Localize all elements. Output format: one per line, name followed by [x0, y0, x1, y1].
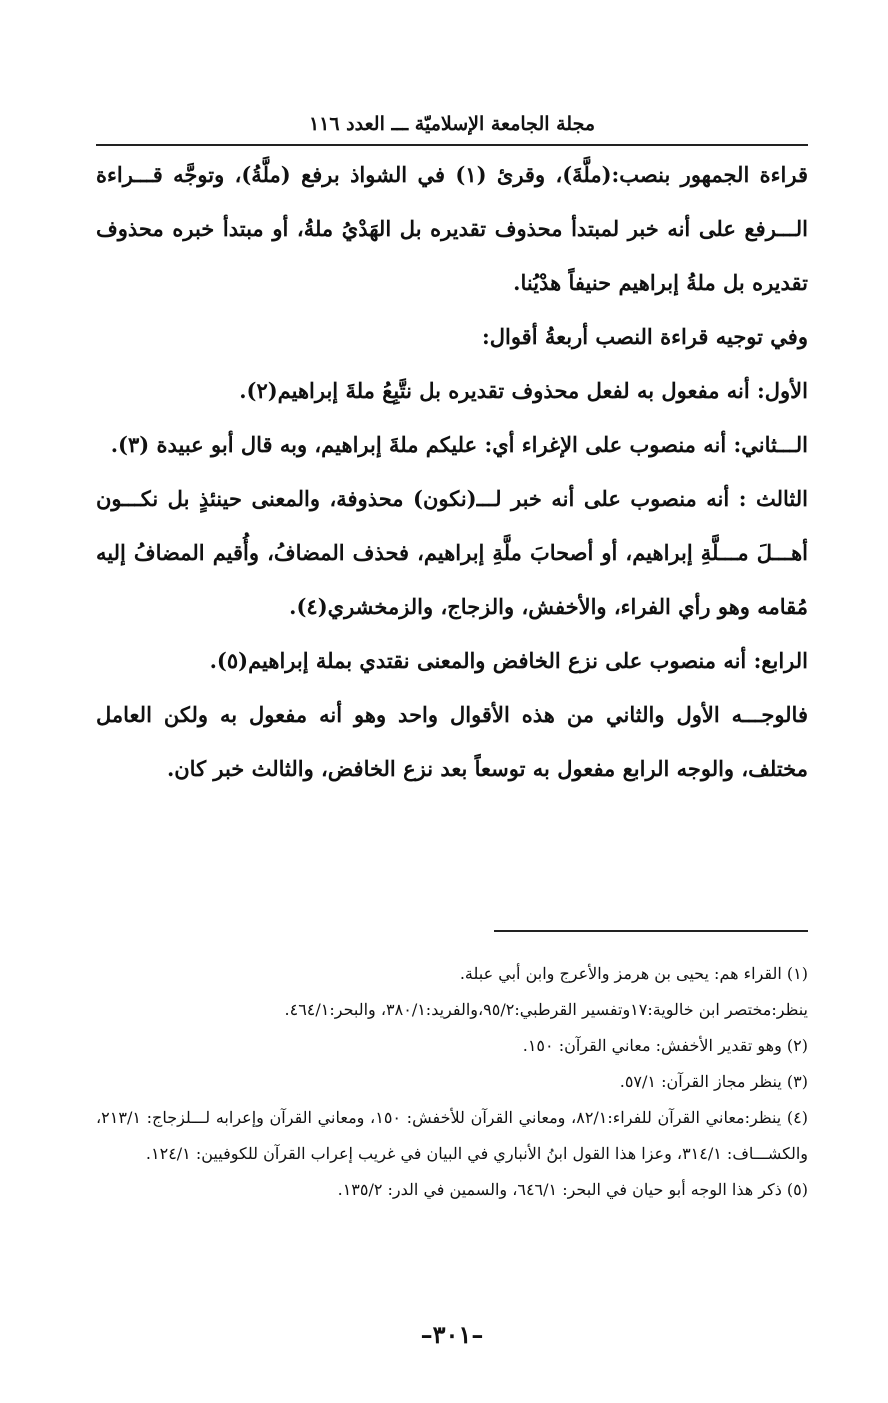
- paragraph: الرابع: أنه منصوب على نزع الخافض والمعنى نقتدي بملة إبراهيم(٥).: [209, 648, 808, 673]
- paragraph: فالوجـــه الأول والثاني من هذه الأقوال واحد وهو أنه مفعول به ولكن العامل مختلف، والوجه الرابع مفعول به توسعاً بعد نزع الخافض، والثالث خبر كان.: [96, 702, 808, 781]
- paragraph: الأول: أنه مفعول به لفعل محذوف تقديره بل نتَّبِعُ ملةَ إبراهيم(٢).: [239, 378, 808, 403]
- footnote: ينظر:مختصر ابن خالوية:١٧وتفسير القرطبي:٩٥/٢،والفريد:٣٨٠/١، والبحر:٤٦٤/١.: [284, 1000, 808, 1019]
- running-header: مجلة الجامعة الإسلاميّة ـــ العدد ١١٦: [308, 113, 596, 135]
- paragraph: وفي توجيه قراءة النصب أربعةُ أقوال:: [481, 324, 808, 349]
- footnote: (٣) ينظر مجاز القرآن: ٥٧/١.: [619, 1072, 808, 1091]
- page-number: –٣٠١–: [420, 1320, 484, 1349]
- paragraph: الـــثاني: أنه منصوب على الإغراء أي: عليكم ملةَ إبراهيم، وبه قال أبو عبيدة (٣).: [110, 432, 808, 457]
- main-text: [96, 148, 808, 796]
- paragraph: الثالث : أنه منصوب على أنه خبر لـــ(نكون) محذوفة، والمعنى حينئذٍ بل نكـــون أهـــلَ مـــلَّةِ إبراهيم، أو أصحابَ ملَّةِ إبراهيم، فحذف المضافُ، وأُقيم المضافُ إليه مُقامه وهو رأي الفراء، والأخفش، والزجاج، والزمخشري(٤).: [96, 486, 808, 619]
- header-rule: [96, 144, 808, 146]
- footnote: (٢) وهو تقدير الأخفش: معاني القرآن: ١٥٠.: [522, 1036, 808, 1055]
- footnotes: [96, 956, 808, 1208]
- footnote: (١) القراء هم: يحيى بن هرمز والأعرج وابن أبي عبلة.: [459, 964, 808, 983]
- footnote: (٤) ينظر:معاني القرآن للفراء:٨٢/١، ومعاني القرآن للأخفش: ١٥٠، ومعاني القرآن وإعرابه لـــلزجاج: ٢١٣/١، والكشـــاف: ٣١٤/١، وعزا هذا القول ابنُ الأنباري في البيان في غريب إعراب القرآن للكوفيين: ١٢٤/١.: [96, 1108, 808, 1163]
- footnote-separator: [494, 930, 808, 932]
- paragraph: قراءة الجمهور بنصب:(ملَّةَ)، وقرئ (١) في الشواذ برفع (ملَّةُ)، وتوجَّه قـــراءة الـــرفع على أنه خبر لمبتدأ محذوف تقديره بل الهَدْيُ ملةُ، أو مبتدأ خبره محذوف تقديره بل ملةُ إبراهيم حنيفاً هدْيُنا.: [96, 162, 808, 295]
- footnote: (٥) ذكر هذا الوجه أبو حيان في البحر: ٦٤٦/١، والسمين في الدر: ١٣٥/٢.: [337, 1180, 808, 1199]
